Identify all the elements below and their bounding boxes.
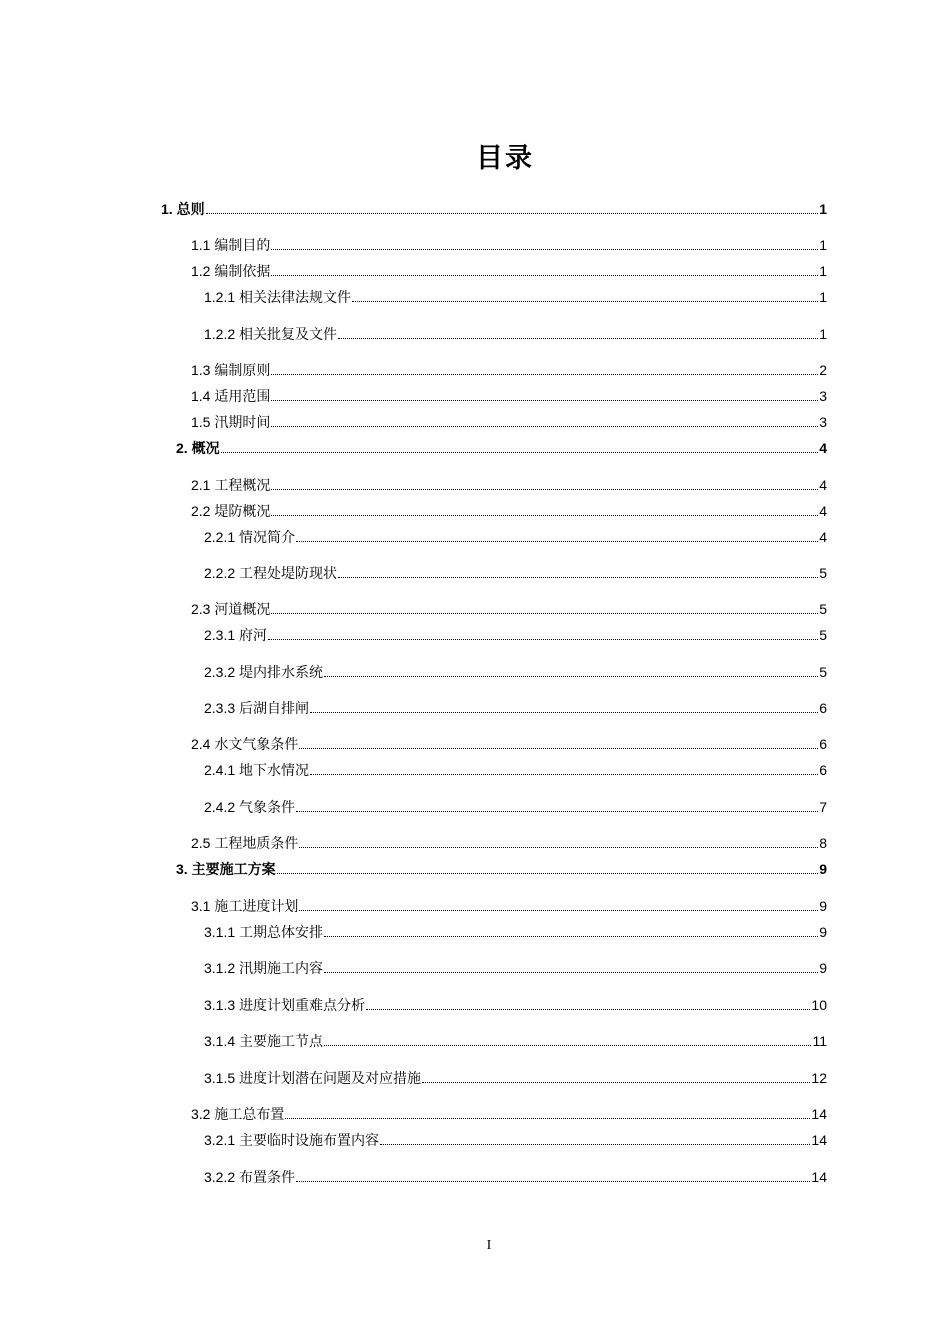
- toc-entry-page: 1: [819, 263, 827, 279]
- toc-dot-leader: [299, 910, 818, 911]
- toc-entry[interactable]: [191, 1105, 827, 1123]
- toc-dot-leader: [271, 613, 818, 614]
- toc-entry[interactable]: [204, 325, 827, 343]
- toc-entry-page: 1: [819, 237, 827, 253]
- toc-dot-leader: [324, 676, 818, 677]
- toc-dot-leader: [271, 426, 818, 427]
- toc-dot-leader: [268, 639, 818, 640]
- toc-entry[interactable]: [191, 387, 827, 405]
- toc-entry-label: 3.2 施工总布置: [191, 1106, 285, 1122]
- toc-dot-leader: [296, 811, 818, 812]
- toc-entry[interactable]: [191, 897, 827, 915]
- toc-entry-label: 2.2.2 工程处堤防现状: [204, 565, 338, 581]
- toc-dot-leader: [324, 1045, 811, 1046]
- toc-entry-label: 3. 主要施工方案: [176, 861, 276, 877]
- toc-entry[interactable]: [191, 413, 827, 431]
- toc-entry[interactable]: [191, 476, 827, 494]
- toc-entry-label: 2.3.1 府河: [204, 627, 268, 643]
- toc-dot-leader: [277, 873, 819, 874]
- toc-entry[interactable]: [204, 1069, 827, 1087]
- toc-entry-label: 2.3.3 后湖自排闸: [204, 700, 310, 716]
- toc-entry-page: 6: [819, 762, 827, 778]
- toc-entry-label: 3.2.1 主要临时设施布置内容: [204, 1132, 380, 1148]
- toc-entry-page: 3: [819, 414, 827, 430]
- toc-entry[interactable]: [204, 1168, 827, 1186]
- toc-entry-label: 1. 总则: [161, 201, 205, 217]
- toc-dot-leader: [299, 847, 818, 848]
- toc-entry-page: 8: [819, 835, 827, 851]
- toc-entry-page: 5: [819, 565, 827, 581]
- toc-entry-label: 3.1.2 汛期施工内容: [204, 960, 324, 976]
- toc-entry-label: 3.1.5 进度计划潜在问题及对应措施: [204, 1070, 422, 1086]
- toc-entry-label: 2.4 水文气象条件: [191, 736, 299, 752]
- toc-entry[interactable]: [191, 600, 827, 618]
- toc-entry[interactable]: [176, 860, 827, 878]
- toc-entry-label: 1.2 编制依据: [191, 263, 271, 279]
- toc-entry-page: 3: [819, 388, 827, 404]
- toc-entry-page: 6: [819, 736, 827, 752]
- toc-dot-leader: [422, 1082, 810, 1083]
- toc-entry-label: 2.2 堤防概况: [191, 503, 271, 519]
- toc-entry[interactable]: [204, 663, 827, 681]
- toc-entry-page: 5: [819, 601, 827, 617]
- toc-entry-label: 1.3 编制原则: [191, 362, 271, 378]
- toc-entry[interactable]: [204, 959, 827, 977]
- toc-entry-page: 4: [819, 503, 827, 519]
- toc-entry-page: 4: [819, 440, 827, 456]
- toc-dot-leader: [271, 489, 818, 490]
- toc-entry[interactable]: [191, 262, 827, 280]
- toc-dot-leader: [338, 338, 818, 339]
- toc-entry-page: 1: [819, 326, 827, 342]
- page-title: 目录: [476, 143, 534, 174]
- toc-dot-leader: [324, 936, 818, 937]
- toc-dot-leader: [296, 541, 818, 542]
- toc-entry-page: 4: [819, 477, 827, 493]
- toc-entry-page: 9: [819, 924, 827, 940]
- toc-entry[interactable]: [191, 735, 827, 753]
- toc-dot-leader: [271, 515, 818, 516]
- toc-entry-label: 1.5 汛期时间: [191, 414, 271, 430]
- toc-entry-page: 4: [819, 529, 827, 545]
- toc-dot-leader: [221, 452, 819, 453]
- toc-entry[interactable]: [191, 502, 827, 520]
- toc-dot-leader: [324, 972, 818, 973]
- toc-dot-leader: [271, 374, 818, 375]
- toc-entry[interactable]: [204, 288, 827, 306]
- toc-entry[interactable]: [191, 236, 827, 254]
- toc-entry-page: 1: [819, 289, 827, 305]
- toc-entry-page: 5: [819, 627, 827, 643]
- toc-entry-label: 3.1.3 进度计划重难点分析: [204, 997, 366, 1013]
- toc-entry[interactable]: [161, 200, 827, 218]
- toc-entry-page: 14: [811, 1169, 827, 1185]
- toc-entry-label: 2.4.1 地下水情况: [204, 762, 310, 778]
- toc-entry[interactable]: [204, 923, 827, 941]
- toc-entry-page: 6: [819, 700, 827, 716]
- toc-entry[interactable]: [204, 626, 827, 644]
- toc-entry[interactable]: [204, 1032, 827, 1050]
- toc-entry[interactable]: [204, 761, 827, 779]
- toc-entry-label: 1.2.1 相关法律法规文件: [204, 289, 352, 305]
- toc-dot-leader: [310, 712, 818, 713]
- toc-entry[interactable]: [204, 798, 827, 816]
- toc-dot-leader: [271, 400, 818, 401]
- toc-entry-label: 2.4.2 气象条件: [204, 799, 296, 815]
- toc-entry[interactable]: [204, 564, 827, 582]
- toc-dot-leader: [271, 275, 818, 276]
- toc-dot-leader: [271, 249, 818, 250]
- toc-entry-label: 3.1 施工进度计划: [191, 898, 299, 914]
- toc-dot-leader: [296, 1181, 810, 1182]
- toc-dot-leader: [310, 774, 818, 775]
- toc-entry-page: 5: [819, 664, 827, 680]
- toc-entry-page: 2: [819, 362, 827, 378]
- toc-dot-leader: [380, 1144, 810, 1145]
- toc-entry-page: 1: [819, 201, 827, 217]
- toc-entry[interactable]: [176, 439, 827, 457]
- toc-entry-page: 11: [812, 1033, 827, 1049]
- toc-entry[interactable]: [204, 699, 827, 717]
- toc-entry-label: 2.5 工程地质条件: [191, 835, 299, 851]
- toc-dot-leader: [352, 301, 818, 302]
- toc-entry-page: 14: [811, 1132, 827, 1148]
- toc-entry-page: 9: [819, 960, 827, 976]
- toc-entry-label: 1.2.2 相关批复及文件: [204, 326, 338, 342]
- toc-entry-label: 2.1 工程概况: [191, 477, 271, 493]
- toc-entry-label: 2.3 河道概况: [191, 601, 271, 617]
- toc-entry-label: 1.1 编制目的: [191, 237, 271, 253]
- toc-dot-leader: [299, 748, 818, 749]
- toc-entry[interactable]: [204, 528, 827, 546]
- toc-dot-leader: [366, 1009, 810, 1010]
- toc-dot-leader: [206, 213, 819, 214]
- toc-entry[interactable]: [204, 996, 827, 1014]
- toc-entry-page: 12: [811, 1070, 827, 1086]
- toc-entry-label: 2.2.1 情况简介: [204, 529, 296, 545]
- toc-entry-page: 9: [819, 898, 827, 914]
- toc-entry[interactable]: [191, 834, 827, 852]
- toc-entry-label: 2. 概况: [176, 440, 220, 456]
- toc-entry-page: 9: [819, 861, 827, 877]
- toc-dot-leader: [338, 577, 818, 578]
- toc-dot-leader: [285, 1118, 810, 1119]
- toc-entry-label: 3.1.4 主要施工节点: [204, 1033, 324, 1049]
- toc-entry-page: 10: [811, 997, 827, 1013]
- toc-entry-page: 14: [811, 1106, 827, 1122]
- page-number: I: [486, 1238, 492, 1253]
- toc-entry-page: 7: [819, 799, 827, 815]
- toc-entry-label: 3.2.2 布置条件: [204, 1169, 296, 1185]
- toc-entry-label: 2.3.2 堤内排水系统: [204, 664, 324, 680]
- toc-entry[interactable]: [191, 361, 827, 379]
- toc-entry-label: 3.1.1 工期总体安排: [204, 924, 324, 940]
- toc-entry-label: 1.4 适用范围: [191, 388, 271, 404]
- toc-entry[interactable]: [204, 1131, 827, 1149]
